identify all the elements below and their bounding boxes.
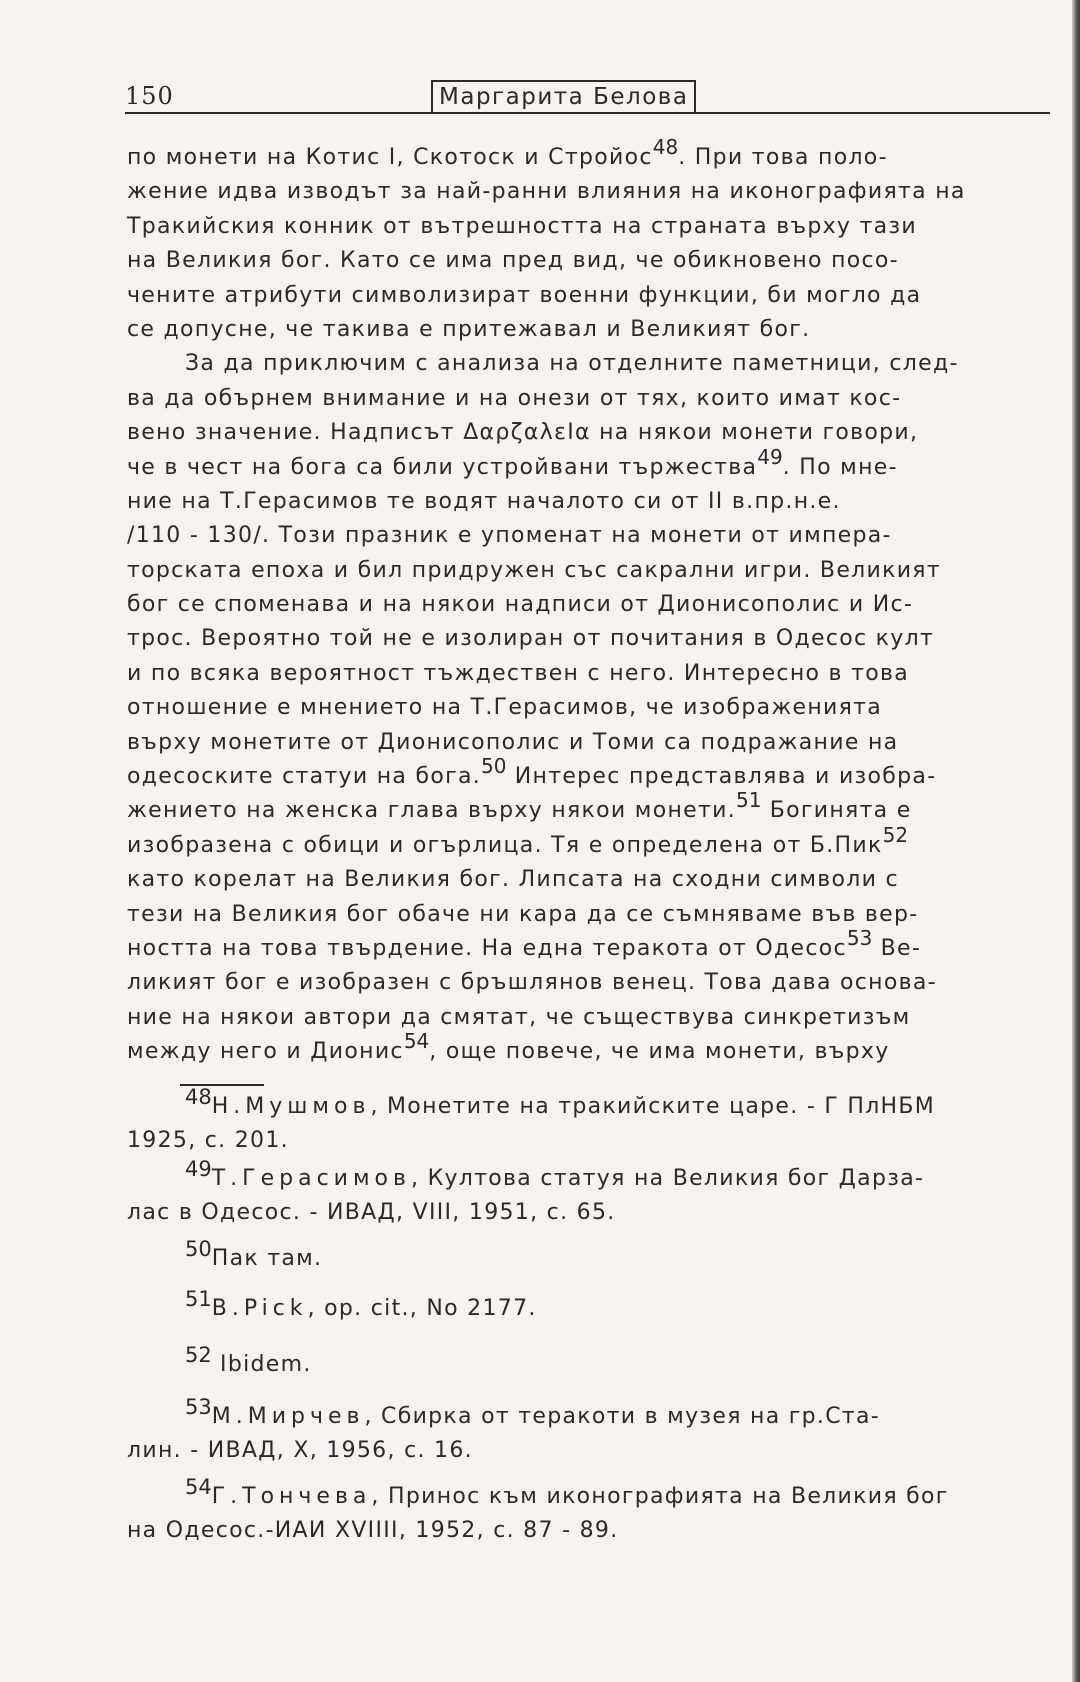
body-line-text-after: Интерес представлява и изобра-	[506, 764, 937, 790]
body-line-text-after: Богинята е	[761, 798, 912, 824]
body-line-text: между него и Дионис	[127, 1039, 404, 1065]
footnote-author: B.Pick	[211, 1296, 308, 1321]
body-line-text: изобразена с обици и огърлица. Тя е определена от Б.Пик	[127, 832, 883, 858]
body-line-text: жение идва изводът за най-ранни влияния на иконографията на	[127, 179, 966, 205]
footnote-number: 52	[185, 1343, 212, 1367]
body-line-text: се допусне, че такива е притежавал и Великият бог.	[127, 316, 811, 342]
footnote-line	[127, 1475, 1047, 1514]
body-line-text: одесоските статуи на бога.	[127, 764, 482, 790]
body-line	[127, 588, 1047, 622]
body-line-text: че в чест на бога са били устройвани тържества	[127, 454, 758, 480]
body-line	[127, 822, 1047, 863]
body-line-text: торската епоха и бил придружен със сакрални игри. Великият	[127, 557, 941, 583]
footnote-ref: 53	[846, 925, 873, 950]
footnote-number: 51	[185, 1287, 212, 1311]
footnote-51	[127, 1287, 1047, 1326]
body-line-text: трос. Вероятно той не е изолиран от почитания в Одесос култ	[127, 626, 935, 652]
body-line	[127, 754, 1047, 794]
body-line-text: като корелат на Великия бог. Липсата на сходни символи с	[127, 867, 899, 893]
footnote-line	[127, 1157, 1047, 1196]
footnote-50	[127, 1237, 1047, 1276]
footnote-52	[127, 1343, 1047, 1382]
body-line	[127, 657, 1047, 691]
footnote-line-2: лас в Одесос. - ИВАД, VIII, 1951, с. 65.	[127, 1200, 616, 1225]
footnote-48	[127, 1085, 1047, 1158]
body-line	[127, 1029, 1047, 1069]
running-header	[125, 82, 1050, 114]
footnote-author: М.Мирчев	[211, 1404, 365, 1429]
body-line-text-after: . При това поло-	[678, 145, 888, 170]
footnote-text: Ibidem.	[211, 1352, 312, 1377]
footnote-line	[127, 1237, 1047, 1276]
body-line	[127, 210, 1047, 244]
footnote-line-2: на Одесос.-ИАИ XVIIII, 1952, с. 87 - 89.	[127, 1518, 619, 1543]
body-line	[127, 444, 1047, 485]
running-head-author: Маргарита Белова	[431, 80, 696, 112]
body-line-text: по монети на Котис I, Скотоск и Стройос	[127, 145, 653, 170]
body-line	[127, 554, 1047, 588]
body-line	[127, 726, 1047, 760]
body-line-text-after: Ве-	[872, 935, 922, 961]
body-line	[127, 1001, 1047, 1035]
footnote-49	[127, 1157, 1047, 1230]
footnote-ref: 48	[652, 135, 679, 159]
footnote-ref: 49	[757, 444, 783, 469]
footnote-line	[127, 1287, 1047, 1326]
footnote-author: Г.Тончева	[211, 1484, 372, 1509]
body-line	[127, 485, 1047, 519]
body-line-text: и по всяка вероятност тъждествен с него. Интересно в това	[127, 660, 910, 686]
footnote-line	[127, 1343, 1047, 1382]
body-line-text: ва да обърнем внимание и на онези от тях, които имат кос-	[127, 385, 902, 411]
footnote-number: 50	[185, 1237, 212, 1261]
footnote-text: , Монетите на тракийските царе. - Г ПлНБМ	[370, 1094, 936, 1119]
body-line-text: За да приключим с анализа на отделните паметници, след-	[185, 351, 959, 377]
body-line-text: вено значение. Надписът ΔαρζαλεΙα на някои монети говори,	[127, 420, 919, 446]
body-line-text: тези на Великия бог обаче ни кара да се съмняваме във вер-	[127, 901, 919, 927]
footnote-ref: 54	[403, 1029, 430, 1054]
body-line	[127, 175, 1047, 209]
body-line	[127, 416, 1047, 450]
body-line	[127, 966, 1047, 1000]
body-line	[127, 244, 1047, 278]
body-line	[127, 135, 1047, 175]
footnote-line	[127, 1085, 1047, 1124]
page-edge-shadow	[1072, 0, 1080, 1682]
body-line-text: ликият бог е изобразен с бръшлянов венец. Това дава основа-	[127, 970, 937, 996]
body-line	[127, 863, 1047, 897]
body-line	[127, 519, 1047, 553]
footnote-53	[127, 1395, 1047, 1468]
footnote-ref: 50	[481, 754, 507, 779]
body-line-text: Тракийския конник от вътрешността на страната върху тази	[127, 213, 918, 239]
body-line-text: бог се споменава и на някои надписи от Дионисополис и Ис-	[127, 592, 914, 618]
body-line	[127, 279, 1047, 313]
page-number: 150	[125, 82, 174, 110]
footnote-number: 53	[185, 1395, 212, 1419]
footnote-text: , Култова статуя на Великия бог Дарза-	[410, 1166, 925, 1191]
footnote-line	[127, 1395, 1047, 1434]
footnote-author: Т.Герасимов	[211, 1166, 411, 1191]
body-line	[127, 313, 1047, 347]
footnote-author: Н.Мушмов	[211, 1094, 371, 1119]
footnote-ref: 51	[735, 788, 762, 813]
footnote-54	[127, 1475, 1047, 1548]
footnote-number: 49	[185, 1157, 212, 1181]
body-line	[127, 925, 1047, 966]
body-line-text-after: , още повече, че има монети, върху	[429, 1039, 890, 1065]
body-line-text: отношение е мнението на Т.Герасимов, че изображенията	[127, 695, 883, 721]
body-line	[127, 898, 1047, 932]
body-line-text: чените атрибути символизират военни функции, би могло да	[127, 282, 922, 308]
footnote-text: Пак там.	[211, 1246, 323, 1271]
body-line-text: ние на Т.Герасимов те водят началото си от II в.пр.н.е.	[127, 488, 841, 514]
footnote-line-2: лин. - ИВАД, X, 1956, с. 16.	[127, 1438, 473, 1463]
body-line-text: ние на някои автори да смятат, че съществува синкретизъм	[127, 1004, 911, 1030]
footnote-text: , Сбирка от теракоти в музея на гр.Ста-	[364, 1404, 881, 1429]
body-line	[127, 347, 1047, 381]
footnote-text: , op. cit., No 2177.	[307, 1296, 537, 1321]
body-line-text: /110 - 130/. Този празник е упоменат на монети от импера-	[127, 523, 892, 549]
body-line-text: на Великия бог. Като се има пред вид, че обикновено посо-	[127, 248, 899, 274]
body-line	[127, 622, 1047, 656]
footnote-text: , Принос към иконографията на Великия бог	[371, 1484, 949, 1509]
body-line-text-after: . По мне-	[782, 454, 898, 480]
body-line-text: върху монетите от Дионисополис и Томи са подражание на	[127, 729, 899, 755]
footnote-number: 54	[185, 1475, 212, 1499]
body-line	[127, 788, 1047, 828]
body-line-text: жението на женска глава върху някои монети.	[127, 798, 736, 824]
footnote-ref: 52	[882, 822, 909, 847]
header-rule	[125, 112, 1050, 114]
body-text	[127, 135, 1047, 1070]
body-line	[127, 691, 1047, 725]
body-line	[127, 382, 1047, 416]
footnote-number: 48	[185, 1085, 212, 1109]
footnote-line-2: 1925, с. 201.	[127, 1128, 289, 1153]
body-line-text: ността на това твърдение. На една теракота от Одесос	[127, 935, 847, 961]
